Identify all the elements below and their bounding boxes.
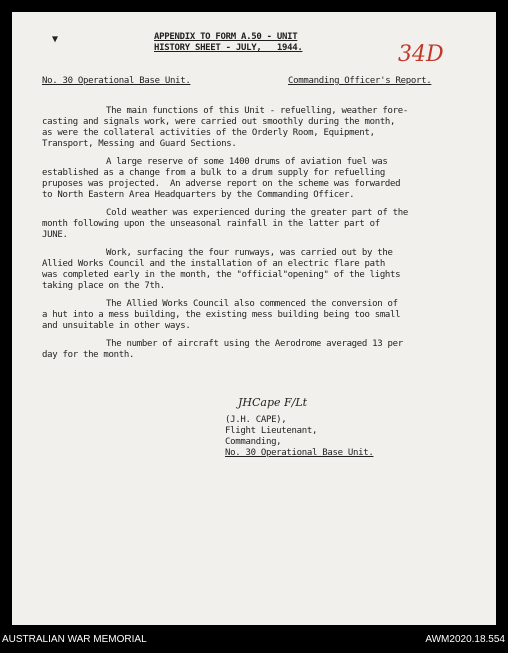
document-title-line-2: HISTORY SHEET - JULY, 1944. bbox=[154, 43, 303, 53]
unit-heading: No. 30 Operational Base Unit. bbox=[42, 76, 191, 86]
footer-institution: AUSTRALIAN WAR MEMORIAL bbox=[2, 634, 147, 645]
signatory-unit: No. 30 Operational Base Unit. bbox=[225, 448, 374, 458]
paragraph-3-line: JUNE. bbox=[42, 230, 68, 240]
signatory-role: Commanding, bbox=[225, 437, 282, 447]
paragraph-4-line: taking place on the 7th. bbox=[42, 281, 165, 291]
paragraph-4-line: Work, surfacing the four runways, was carried out by the bbox=[106, 248, 393, 258]
paragraph-2-line: pruposes was projected. An adverse report on the scheme was forwarded bbox=[42, 179, 401, 189]
paragraph-2-line: A large reserve of some 1400 drums of aviation fuel was bbox=[106, 157, 388, 167]
paragraph-6-line: The number of aircraft using the Aerodrome averaged 13 per bbox=[106, 339, 403, 349]
document-title-line-1: APPENDIX TO FORM A.50 - UNIT bbox=[154, 32, 298, 42]
report-heading: Commanding Officer's Report. bbox=[288, 76, 432, 86]
signatory-rank: Flight Lieutenant, bbox=[225, 426, 318, 436]
paragraph-1-line: casting and signals work, were carried out smoothly during the month, bbox=[42, 117, 396, 127]
paragraph-4-line: was completed early in the month, the "official"opening" of the lights bbox=[42, 270, 401, 280]
paragraph-1-line: Transport, Messing and Guard Sections. bbox=[42, 139, 237, 149]
paragraph-1-line: The main functions of this Unit - refuelling, weather fore- bbox=[106, 106, 408, 116]
handwritten-signature: JHCape F/Lt bbox=[238, 396, 308, 409]
paragraph-5-line: The Allied Works Council also commenced the conversion of bbox=[106, 299, 398, 309]
paragraph-5-line: a hut into a mess building, the existing mess building being too small bbox=[42, 310, 401, 320]
footer-accession-number: AWM2020.18.554 bbox=[425, 634, 505, 645]
paragraph-3-line: Cold weather was experienced during the greater part of the bbox=[106, 208, 408, 218]
paragraph-2-line: to North Eastern Area Headquarters by the Commanding Officer. bbox=[42, 190, 355, 200]
signatory-name: (J.H. CAPE), bbox=[225, 415, 287, 425]
handwritten-annotation: 34D bbox=[398, 42, 444, 67]
paragraph-2-line: established as a change from a bulk to a drum supply for refuelling bbox=[42, 168, 385, 178]
punch-mark: ▼ bbox=[52, 34, 59, 45]
paragraph-3-line: month following upon the unseasonal rainfall in the latter part of bbox=[42, 219, 380, 229]
paragraph-1-line: as were the collateral activities of the Orderly Room, Equipment, bbox=[42, 128, 375, 138]
paragraph-5-line: and unsuitable in other ways. bbox=[42, 321, 191, 331]
paragraph-6-line: day for the month. bbox=[42, 350, 135, 360]
document-page bbox=[12, 12, 496, 625]
paragraph-4-line: Allied Works Council and the installation of an electric flare path bbox=[42, 259, 385, 269]
